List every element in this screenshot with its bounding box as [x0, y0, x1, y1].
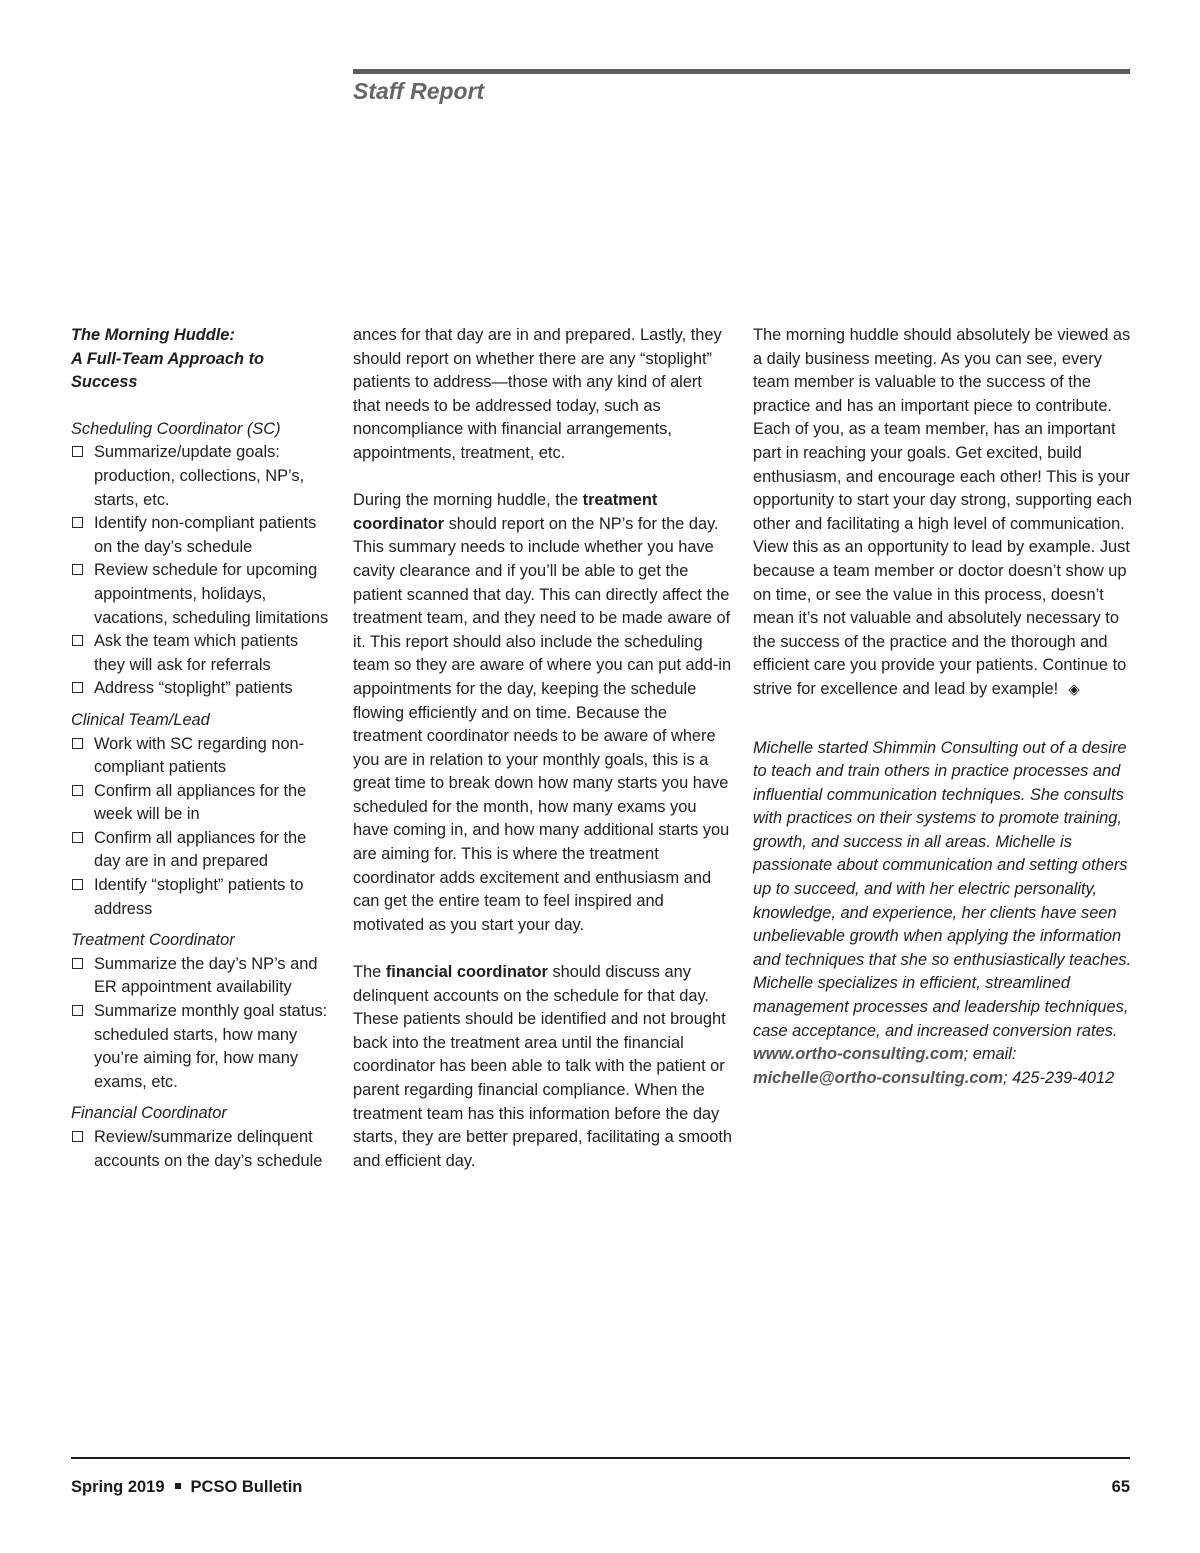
author-bio: Michelle started Shimmin Consulting out of a desire to teach and train others in practice processes and influential communication techniques. She consults with practices on their systems to promote training, growth, and success in all areas. Michelle is passionate about communication and setting others up to succeed, and with her electric personality, knowledge, and experience, her clients have seen unbelievable growth when applying the information and techniques that she so enthusiastically teaches. Michelle specializes in efficient, streamlined management processes and leadership techniques, case acceptance, and increased conversion rates. www.ortho-consulting.com; email: michelle@ortho-consulting.com; 425-239-4012: [753, 738, 1132, 1087]
checklist-item: Confirm all appliances for the week will be in: [71, 780, 333, 827]
checkbox-icon: [72, 832, 83, 843]
group-title-treatment: Treatment Coordinator: [71, 931, 235, 950]
footer-publication: [71, 1478, 302, 1497]
checklist-item: Review schedule for upcoming appointments, holidays, vacations, scheduling limitations: [71, 559, 333, 630]
checkbox-icon: [72, 564, 83, 575]
group-title-clinical: Clinical Team/Lead: [71, 710, 210, 729]
checklist-scheduling: [71, 441, 333, 701]
checklist-item: Identify non-compliant patients on the day’s schedule: [71, 512, 333, 559]
checklist-item: Summarize/update goals: production, collections, NP’s, starts, etc.: [71, 441, 333, 512]
checkbox-icon: [72, 879, 83, 890]
email-link[interactable]: michelle@ortho-consulting.com: [753, 1068, 1004, 1087]
checklist-item: Summarize the day’s NP’s and ER appointment availability: [71, 953, 333, 1000]
checkbox-icon: [72, 958, 83, 969]
bold-term-financial-coordinator: financial coordinator: [385, 963, 548, 982]
end-mark-icon: ◈: [1068, 680, 1080, 698]
checklist-treatment: [71, 953, 333, 1095]
top-rule: [353, 69, 1130, 74]
checkbox-icon: [72, 682, 83, 693]
article-column-2: [353, 324, 733, 1173]
checklist-financial: [71, 1126, 333, 1173]
bold-term-treatment-coordinator: treatment coordinator: [353, 491, 658, 533]
group-title-financial: Financial Coordinator: [71, 1104, 227, 1123]
article-column-3: [753, 324, 1138, 1090]
checklist-item: Address “stoplight” patients: [71, 677, 333, 701]
checklist-item: Ask the team which patients they will ask for referrals: [71, 630, 333, 677]
checkbox-icon: [72, 446, 83, 457]
checkbox-icon: [72, 517, 83, 528]
checklist-item: Identify “stoplight” patients to address: [71, 874, 333, 921]
section-title: Staff Report: [353, 78, 485, 104]
paragraph-1: ances for that day are in and prepared. Lastly, they should report on whether there are any “stoplight” patients to address—those with any kind of alert that needs to be addressed today, such as noncompliance with financial arrangements, appointments, treatment, etc.: [353, 326, 722, 462]
checklist-clinical: [71, 733, 333, 922]
paragraph-4: The morning huddle should absolutely be viewed as a daily business meeting. As you can see, every team member is valuable to the success of the practice and has an important piece to contribute. Each of you, as a team member, has an important part in reaching your goals. Get excited, build enthusiasm, and encourage each other! This is your opportunity to start your day strong, supporting each other and facilitating a high level of communication. View this as an opportunity to lead by example. Just because a team member or doctor doesn’t show up on time, or see the value in this process, doesn’t mean it’s not valuable and absolutely necessary to the success of the practice and the thorough and efficient care you provide your patients. Continue to strive for excellence and lead by example! ◈: [753, 324, 1138, 702]
checklist-item: Work with SC regarding non-compliant patients: [71, 733, 333, 780]
paragraph-2: During the morning huddle, the treatment coordinator should report on the NP’s for the day. This summary needs to include whether you have cavity clearance and if you’ll be able to get the patient scanned that day. This can directly affect the treatment team, and they need to be made aware of it. This report should also include the scheduling team so they are aware of where you can put add-in appointments for the day, keeping the schedule flowing efficiently and on time. Because the treatment coordinator needs to be aware of where you are in relation to your monthly goals, this is a great time to break down how many starts you have scheduled for the month, how many exams you have coming in, and how many additional starts you are aiming for. This is where the treatment coordinator adds excitement and enthusiasm and can get the entire team to feel inspired and motivated as you start your day.: [353, 491, 732, 934]
group-title-scheduling: Scheduling Coordinator (SC): [71, 419, 281, 438]
sidebar-title-line2: A Full-Team Approach to Success: [71, 349, 265, 392]
sidebar-checklist: [71, 324, 333, 1173]
paragraph-3: The financial coordinator should discuss any delinquent accounts on the schedule for that day. These patients should be identified and not brought back into the treatment area until the financial coordinator has been able to talk with the patient or parent regarding financial compliance. When the treatment team has this information before the day starts, they are better prepared, facilitating a smooth and efficient day.: [353, 963, 733, 1170]
footer-issue: Spring 2019: [71, 1478, 165, 1496]
footer-publication-name: PCSO Bulletin: [190, 1478, 303, 1496]
page-number: 65: [1111, 1478, 1130, 1496]
checkbox-icon: [72, 635, 83, 646]
checklist-item: Summarize monthly goal status: scheduled starts, how many you’re aiming for, how many exams, etc.: [71, 1000, 333, 1094]
bullet-separator-icon: [175, 1483, 181, 1489]
checklist-item: Confirm all appliances for the day are in and prepared: [71, 827, 333, 874]
checkbox-icon: [72, 1005, 83, 1016]
checkbox-icon: [72, 1131, 83, 1142]
bottom-rule: [71, 1457, 1130, 1459]
sidebar-title-line1: The Morning Huddle:: [71, 326, 235, 344]
checklist-item: Review/summarize delinquent accounts on the day’s schedule: [71, 1126, 333, 1173]
checkbox-icon: [72, 785, 83, 796]
checkbox-icon: [72, 738, 83, 749]
website-link[interactable]: www.ortho-consulting.com: [753, 1045, 964, 1064]
